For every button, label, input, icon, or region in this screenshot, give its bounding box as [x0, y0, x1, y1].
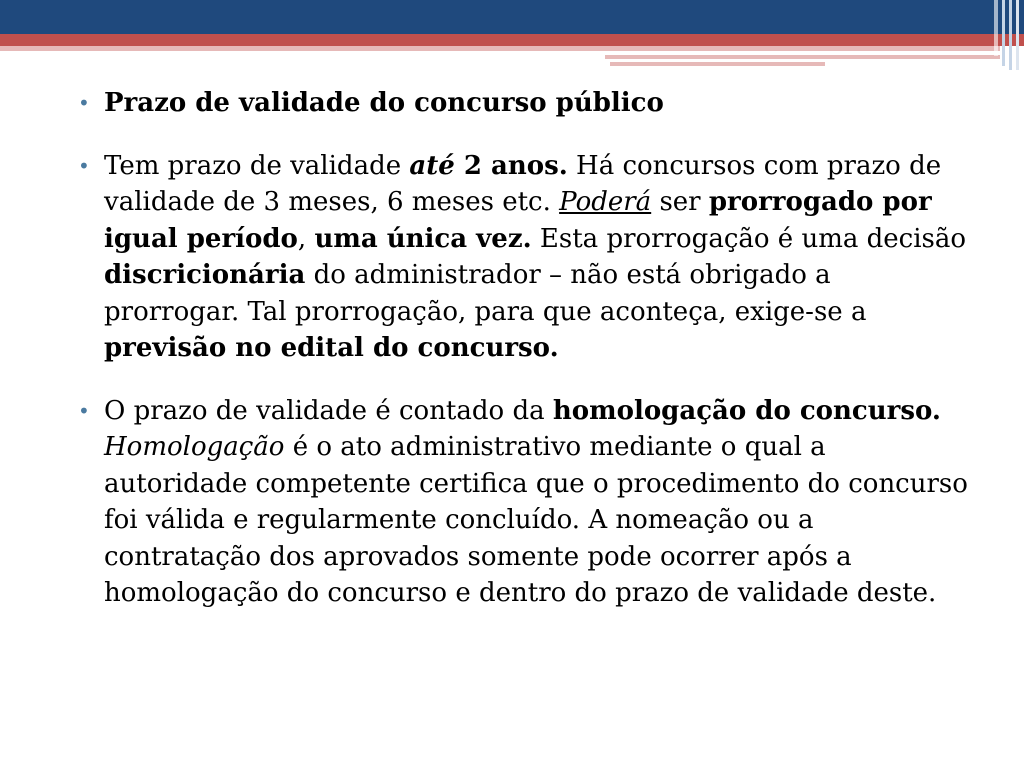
text-segment: Tem prazo de validade	[104, 150, 410, 181]
text-segment: Há concursos com prazo de validade de 3 meses, 6 meses etc.	[104, 150, 942, 217]
header-red-bar	[0, 34, 1024, 46]
text-segment: Homologação	[104, 432, 285, 462]
text-segment: do administrador – não está obrigado a prorrogar. Tal prorrogação, para que aconteça, exige-se a	[104, 260, 867, 327]
bullet-text	[104, 151, 966, 364]
bullet-item	[74, 148, 974, 367]
header-edge-stripe-3	[1009, 0, 1012, 70]
header-edge-stripe-2	[1002, 0, 1005, 66]
text-segment: previsão no edital do concurso.	[104, 333, 559, 363]
text-segment: ser	[651, 187, 709, 217]
bullet-text	[104, 396, 968, 609]
bullet-icon: •	[78, 91, 90, 115]
text-segment: O prazo de validade é contado da	[104, 395, 553, 426]
header-blue-bar	[0, 0, 1024, 34]
header-pink-bar-lower	[610, 62, 825, 66]
bullet-item	[74, 393, 974, 612]
header-pink-bar-thin	[605, 55, 1000, 59]
header-edge-stripe-1	[994, 0, 998, 56]
text-segment: discricionária	[104, 260, 306, 290]
bullet-icon: •	[78, 153, 90, 178]
header-decoration	[0, 0, 1024, 70]
text-segment: Poderá	[559, 187, 652, 217]
text-segment: ,	[297, 223, 315, 254]
text-segment: é o ato administrativo mediante o qual a autoridade competente certifica que o procedimento do concurso foi válida e regularmente concluído. A nomeação ou a contratação dos aprovados somente pode ocorrer após a homologação do concurso e dentro do prazo de validade deste.	[104, 432, 968, 608]
text-segment: Prazo de validade do concurso público	[104, 88, 664, 118]
text-segment: homologação do concurso.	[552, 395, 941, 426]
header-edge-stripe-4	[1016, 0, 1019, 70]
text-segment: uma única vez.	[314, 223, 532, 254]
text-segment: Esta prorrogação é uma decisão	[531, 223, 967, 254]
slide-body	[74, 80, 974, 612]
bullet-item	[74, 85, 974, 122]
text-segment: até	[409, 150, 455, 181]
bullet-text	[104, 88, 664, 118]
header-pink-bar	[0, 46, 1000, 51]
text-segment: prorrogado por igual período	[104, 187, 932, 254]
bullet-icon: •	[78, 398, 90, 423]
text-segment: 2 anos.	[454, 150, 568, 181]
